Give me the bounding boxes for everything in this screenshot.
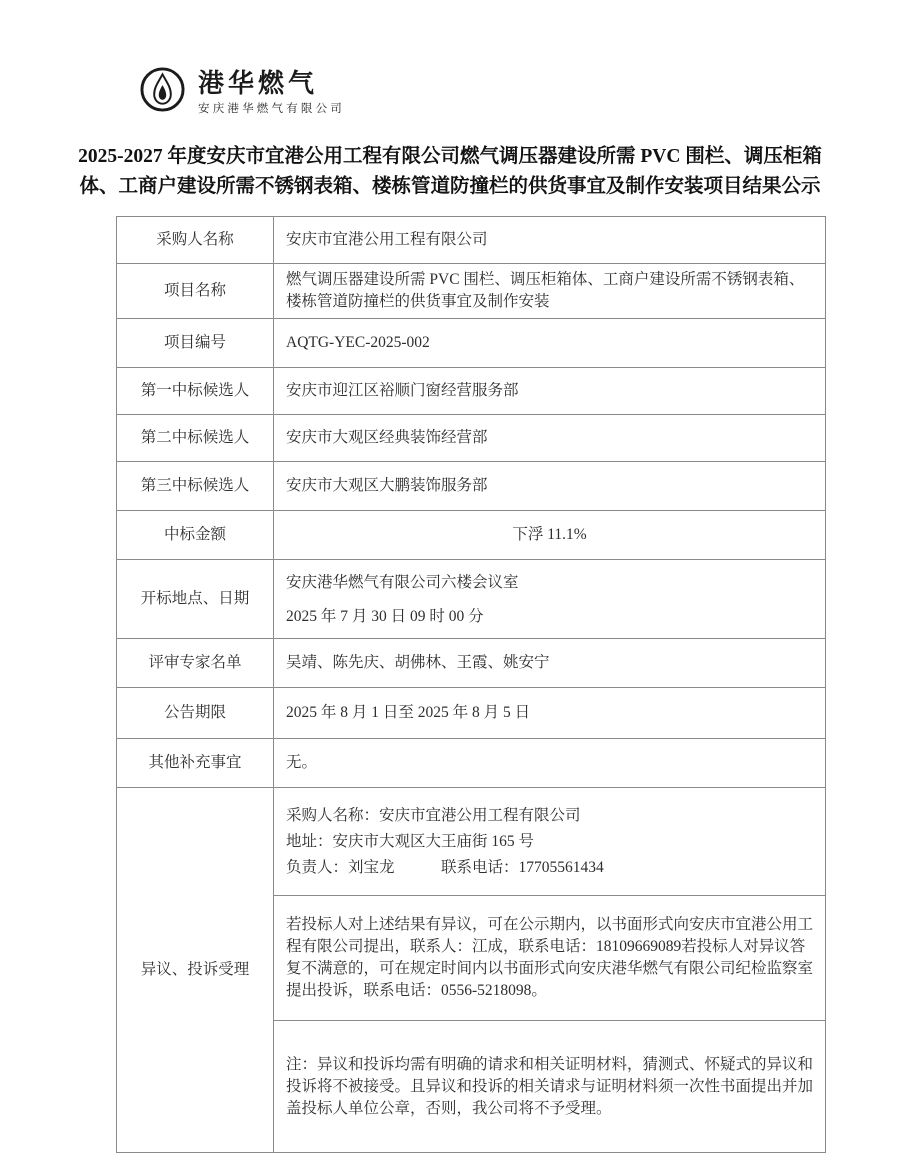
table-row-project-name — [117, 264, 826, 319]
table-row-second-candidate — [117, 415, 826, 462]
table-row-project-number — [117, 319, 826, 368]
row-label-objection: 异议、投诉受理 — [117, 788, 274, 1153]
table-row-first-candidate — [117, 368, 826, 415]
notice-title-line1: 2025-2027 年度安庆市宜港公用工程有限公司燃气调压器建设所需 PVC 围栏、调压柜箱 — [78, 146, 822, 167]
row-label: 其他补充事宜 — [117, 739, 274, 788]
table-row-other-matters — [117, 739, 826, 788]
notice-title-line2: 体、工商户建设所需不锈钢表箱、楼栋管道防撞栏的供货事宜及制作安装项目结果公示 — [79, 176, 821, 197]
objection-purchaser-line: 采购人名称：安庆市宜港公用工程有限公司 — [286, 806, 581, 824]
row-label: 项目名称 — [117, 264, 274, 319]
row-label: 评审专家名单 — [117, 639, 274, 688]
row-value — [274, 560, 826, 639]
opening-place: 安庆港华燃气有限公司六楼会议室 — [286, 573, 519, 591]
row-value: 安庆市大观区经典装饰经营部 — [274, 415, 826, 462]
row-value: 燃气调压器建设所需 PVC 围栏、调压柜箱体、工商户建设所需不锈钢表箱、楼栋管道防撞栏的供货事宜及制作安装 — [274, 264, 826, 319]
notice-title — [0, 142, 900, 202]
row-label: 公告期限 — [117, 688, 274, 739]
opening-date: 2025 年 7 月 30 日 09 时 00 分 — [286, 607, 484, 625]
logo-text — [198, 67, 345, 115]
row-label: 采购人名称 — [117, 217, 274, 264]
brand-name: 港华燃气 — [198, 67, 319, 98]
row-label: 第三中标候选人 — [117, 462, 274, 511]
table-row-announcement-period — [117, 688, 826, 739]
row-value: 吴靖、陈先庆、胡佛林、王霞、姚安宁 — [274, 639, 826, 688]
row-label: 项目编号 — [117, 319, 274, 368]
objection-procedure-cell: 若投标人对上述结果有异议，可在公示期内，以书面形式向安庆市宜港公用工程有限公司提出，联系人：江成，联系电话：18109669089若投标人对异议答复不满意的，可在规定时间内以书面形式向安庆港华燃气有限公司纪检监察室提出投诉，联系电话：0556-5218098。 — [274, 896, 826, 1021]
company-name: 安庆港华燃气有限公司 — [198, 102, 345, 115]
row-label: 第一中标候选人 — [117, 368, 274, 415]
row-value: 无。 — [274, 739, 826, 788]
row-label: 开标地点、日期 — [117, 560, 274, 639]
table-row-review-experts — [117, 639, 826, 688]
table-row-purchaser — [117, 217, 826, 264]
objection-note-cell: 注：异议和投诉均需有明确的请求和相关证明材料，猜测式、怀疑式的异议和投诉将不被接受。且异议和投诉的相关请求与证明材料须一次性书面提出并加盖投标人单位公章，否则，我公司将不予受理。 — [274, 1021, 826, 1153]
row-value: 安庆市大观区大鹏装饰服务部 — [274, 462, 826, 511]
table-row-objection-contact — [117, 788, 826, 896]
company-logo — [139, 66, 345, 118]
objection-address-line: 地址：安庆市大观区大王庙街 165 号 — [286, 832, 535, 850]
results-table — [116, 216, 826, 1153]
row-label: 中标金额 — [117, 511, 274, 560]
row-label: 第二中标候选人 — [117, 415, 274, 462]
row-value: 安庆市宜港公用工程有限公司 — [274, 217, 826, 264]
table-row-third-candidate — [117, 462, 826, 511]
table-row-opening-place-date — [117, 560, 826, 639]
objection-contact-line: 负责人：刘宝龙 联系电话：17705561434 — [286, 858, 604, 876]
flame-in-circle-icon — [139, 66, 186, 118]
table-row-bid-amount — [117, 511, 826, 560]
objection-contact-cell — [274, 788, 826, 896]
row-value: 安庆市迎江区裕顺门窗经营服务部 — [274, 368, 826, 415]
row-value: 下浮 11.1% — [274, 511, 826, 560]
row-value: 2025 年 8 月 1 日至 2025 年 8 月 5 日 — [274, 688, 826, 739]
row-value: AQTG-YEC-2025-002 — [274, 319, 826, 368]
